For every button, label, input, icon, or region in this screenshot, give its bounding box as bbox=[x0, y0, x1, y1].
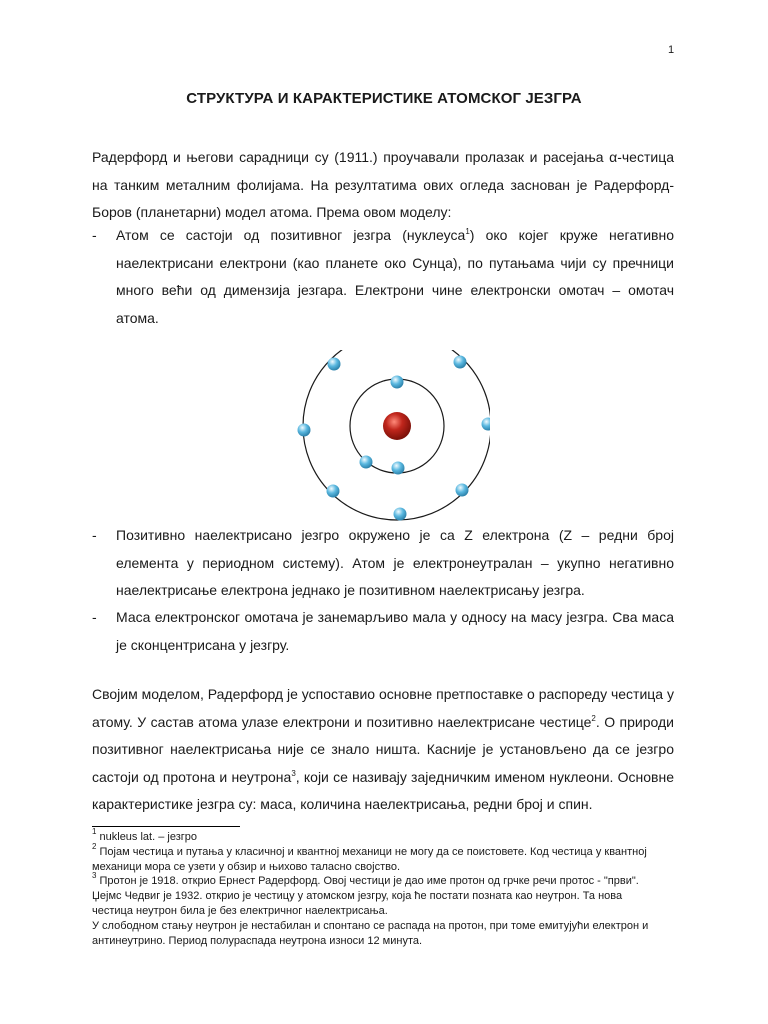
list-item bbox=[92, 522, 674, 605]
list-item bbox=[92, 222, 674, 332]
footnote-ref: 1 bbox=[465, 227, 470, 236]
footnote-ref: 2 bbox=[591, 713, 596, 723]
closing-paragraph: Својим моделом, Радерфорд је успоставио основне претпоставке о распореду честица у атому. У састав атома улазе електрони и позитивно наелектрисане честице$^2$. О природи позитивног наелектрисања није се знало ништа. Касније је установљено да се језгро састоји од протона и неутрона$^3$, који се називају заједничким именом нуклеони. Основне карактеристике језгра су: маса, количина наелектрисања, редни број и спин. bbox=[92, 686, 675, 812]
intro-paragraph: Радерфорд и његови сарадници су (1911.) проучавали пролазак и расејања α-честица на танким металним фолијама. На резултатима ових огледа заснован је Радерфорд-Боров (планетарни) модел атома. Према овом моделу: bbox=[92, 149, 674, 220]
footnote-1: $^1$ nukleus lat. – језгро bbox=[92, 827, 197, 843]
footnote-3: $^3$ Протон је 1918. открио Ернест Радерфорд. Овој честици је дао име протон од грчке речи протос - "први". Џејмс Чедвиг је 1932. открио је честицу у атомском језгру, која ће постати позната као неутрон. Та нова честица неутрон била је без електричног наелектрисања. bbox=[92, 871, 639, 917]
nucleus bbox=[383, 412, 411, 440]
electron bbox=[482, 418, 491, 431]
electron bbox=[456, 484, 469, 497]
electron bbox=[360, 456, 373, 469]
electron bbox=[454, 356, 467, 369]
electron bbox=[394, 508, 407, 521]
footnote-ref: 3 bbox=[291, 768, 296, 778]
footnotes bbox=[92, 827, 652, 948]
electron bbox=[391, 376, 404, 389]
footnote-2: $^2$ Појам честица и путања у класичној и квантној механици не могу да се поистовете. Код честица у квантној механици мора се узети у обзир и њихово таласно својство. bbox=[92, 841, 647, 873]
footnote-separator bbox=[92, 826, 240, 827]
bullet-text: Позитивно наелектрисано језгро окружено је са Z електрона (Z – редни број елемента у периодном систему). Атом је електронеутралан – укупно негативно наелектрисање електрона једнако је позитивном наелектрисању језгра. bbox=[116, 527, 674, 598]
page-title: СТРУКТУРА И КАРАКТЕРИСТИКЕ АТОМСКОГ ЈЕЗГРА bbox=[186, 90, 582, 107]
electron bbox=[298, 424, 311, 437]
bullet-marker: - bbox=[92, 227, 97, 243]
atom-model-diagram bbox=[290, 350, 490, 550]
bullet-marker: - bbox=[92, 609, 97, 625]
bullet-text: Атом се састоји од позитивног језгра (нуклеуса$^1$) око којег круже негативно наелектрисани електрони (као планете око Сунца), по путањама чији су пречници много већи од димензија језгара. Електрони чине електронски омотач – омотач атома. bbox=[116, 227, 674, 326]
footnote-3-continued: У слободном стању неутрон је нестабилан и спонтано се распада на протон, при томе емитујући електрон и антинеутрино. Период полураспада неутрона износи 12 минута. bbox=[92, 919, 649, 947]
bullet-text: Маса електронског омотача је занемарљиво мала у односу на масу језгра. Сва маса је сконцентрисана у језгру. bbox=[116, 609, 674, 653]
page-number: 1 bbox=[668, 44, 675, 56]
bullet-marker: - bbox=[92, 527, 97, 543]
electron bbox=[392, 462, 405, 475]
list-item bbox=[92, 604, 674, 659]
electron bbox=[328, 358, 341, 371]
electron bbox=[327, 485, 340, 498]
